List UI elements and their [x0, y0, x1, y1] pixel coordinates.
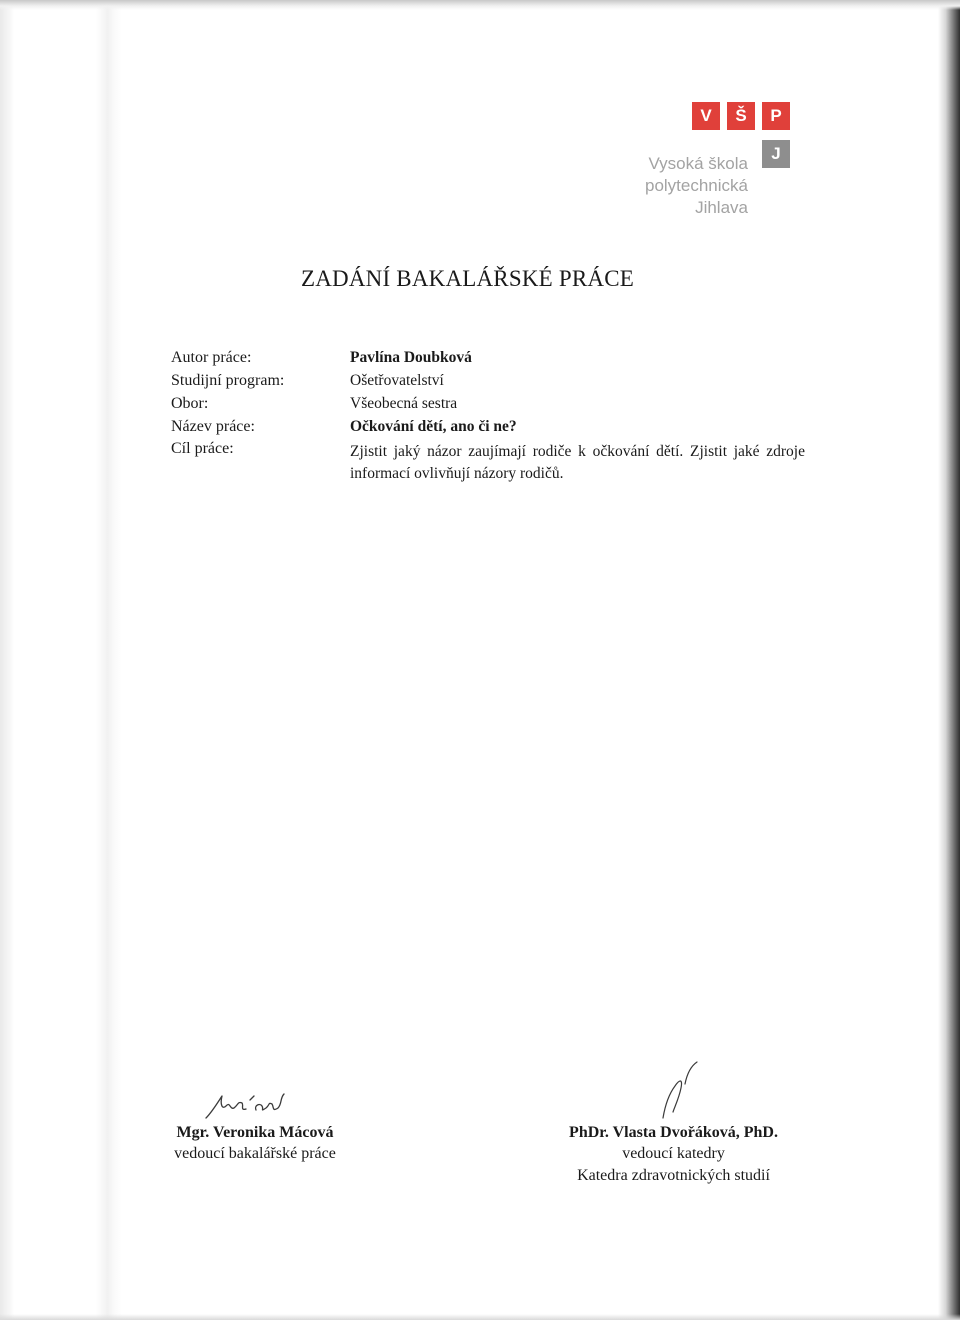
scan-fold-shadow	[96, 0, 122, 1320]
thesis-title-value: Očkování dětí, ano či ne?	[350, 418, 517, 435]
scan-bottom-edge	[0, 1314, 960, 1320]
head-handwritten-signature	[629, 1060, 719, 1122]
head-department: Katedra zdravotnických studií	[577, 1167, 770, 1184]
thesis-title-label: Název práce:	[171, 418, 255, 435]
author-value: Pavlína Doubková	[350, 349, 472, 366]
logo-name-line-2: polytechnická	[644, 176, 748, 195]
supervisor-role: vedoucí bakalářské práce	[174, 1145, 336, 1162]
logo-letter-s: Š	[727, 102, 755, 130]
supervisor-name: Mgr. Veronika Mácová	[176, 1124, 334, 1141]
university-logo	[630, 100, 800, 230]
scan-left-edge	[0, 0, 14, 1320]
logo-name-line-3: Jihlava	[695, 198, 748, 217]
goal-value: Zjistit jaký názor zaujímají rodiče k očkování dětí. Zjistit jaké zdroje informací ovlivňují názory rodičů.	[350, 443, 805, 482]
program-label: Studijní program:	[171, 372, 285, 389]
supervisor-signature-block	[160, 1088, 350, 1165]
logo-letter-v: V	[692, 102, 720, 130]
scan-top-edge	[0, 0, 960, 10]
supervisor-handwritten-signature	[200, 1088, 310, 1122]
head-name: PhDr. Vlasta Dvořáková, PhD.	[569, 1124, 778, 1141]
scan-right-edge	[938, 0, 960, 1320]
logo-letter-p: P	[762, 102, 790, 130]
program-value: Ošetřovatelství	[350, 372, 444, 389]
field-value: Všeobecná sestra	[350, 395, 458, 412]
page-title: ZADÁNÍ BAKALÁŘSKÉ PRÁCE	[300, 266, 634, 291]
logo-name-line-1: Vysoká škola	[648, 154, 748, 173]
logo-letter-j: J	[762, 140, 790, 168]
field-label: Obor:	[171, 395, 209, 412]
goal-label: Cíl práce:	[171, 440, 234, 457]
head-role: vedoucí katedry	[622, 1145, 725, 1162]
head-signature-block	[556, 1060, 791, 1187]
author-label: Autor práce:	[171, 349, 252, 366]
